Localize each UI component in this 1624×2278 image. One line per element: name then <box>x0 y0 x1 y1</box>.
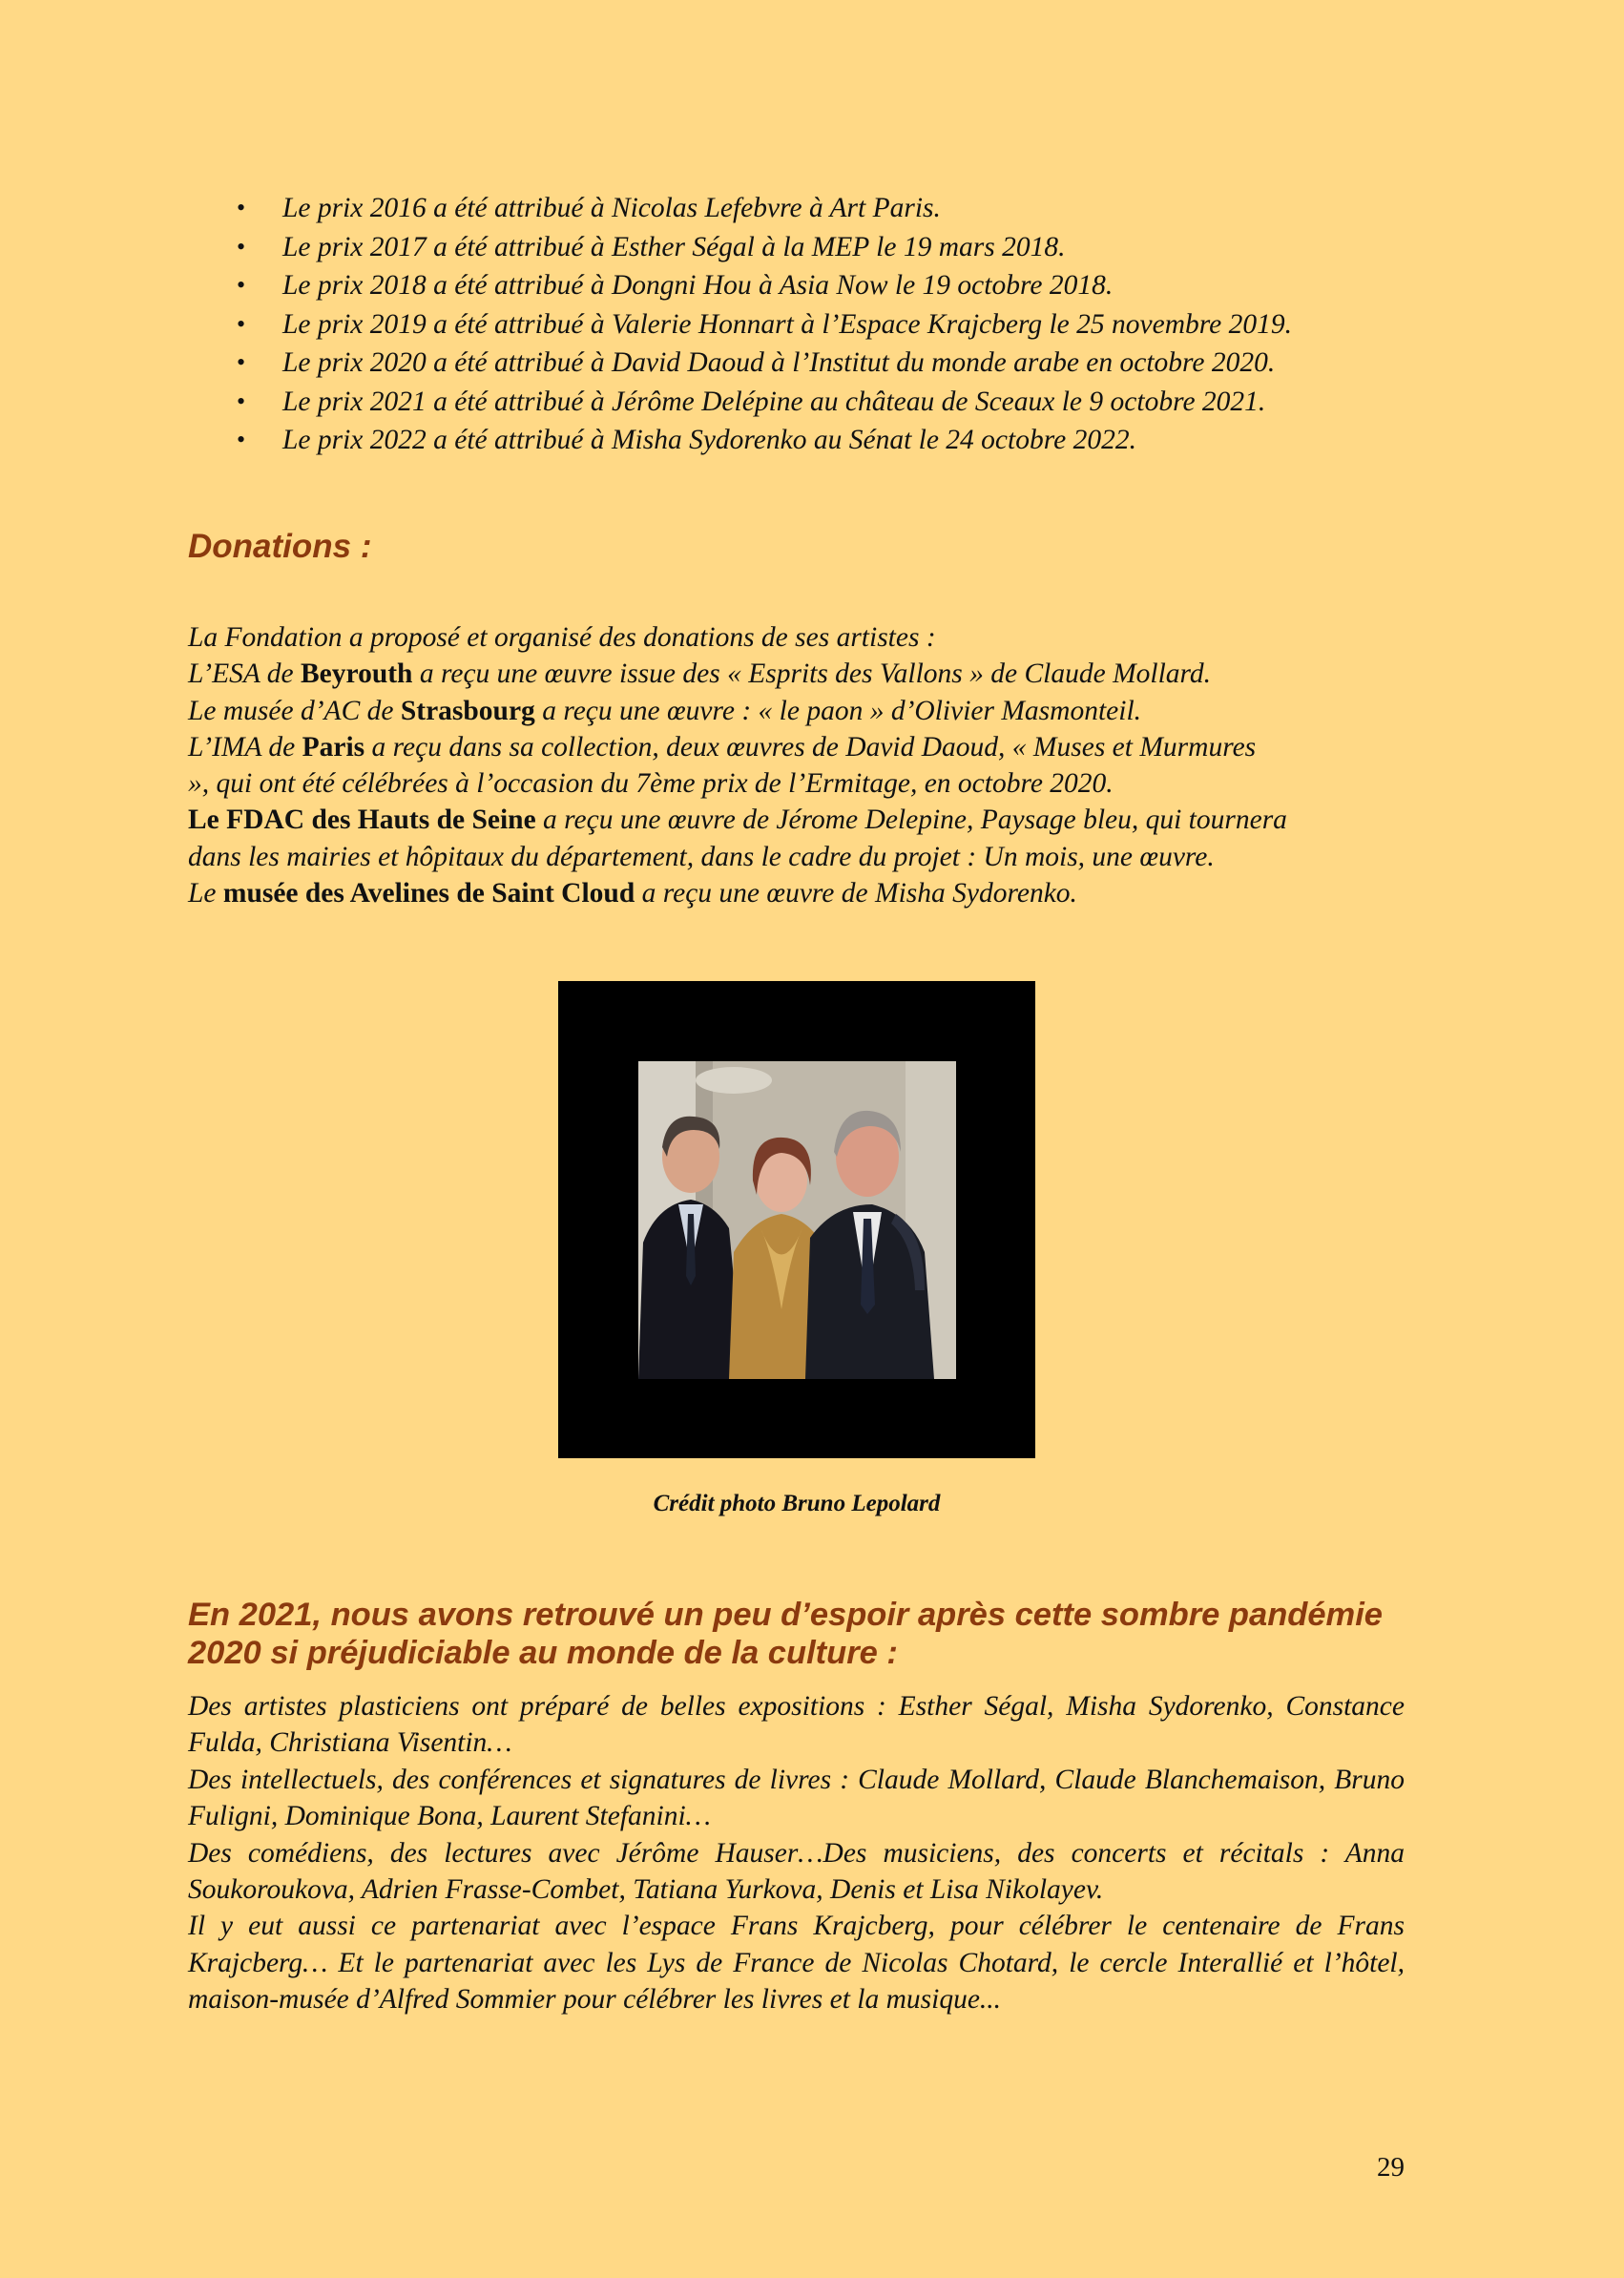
paragraph: Il y eut aussi ce partenariat avec l’espace Frans Krajcberg, pour célébrer le centenaire de Frans Krajcberg… Et le partenariat avec les Lys de France de Nicolas Chotard, le cercle Interallié et l’hôtel, maison-musée d’Alfred Sommier pour célébrer les livres et la musique... <box>188 1911 1405 2016</box>
list-item: • Le prix 2018 a été attribué à Dongni Hou à Asia Now le 19 octobre 2018. <box>229 266 1469 305</box>
donation-line: Le FDAC des Hauts de Seine a reçu une œuvre de Jérome Delepine, Paysage bleu, qui tournera <box>188 805 1287 836</box>
list-item: • Le prix 2021 a été attribué à Jérôme Delépine au château de Sceaux le 9 octobre 2021. <box>229 383 1469 422</box>
list-item: • Le prix 2019 a été attribué à Valerie Honnart à l’Espace Krajcberg le 25 novembre 2019. <box>229 305 1469 345</box>
donation-line: L’ESA de Beyrouth a reçu une œuvre issue des « Esprits des Vallons » de Claude Mollard. <box>188 658 1212 690</box>
list-item: • Le prix 2016 a été attribué à Nicolas Lefebvre à Art Paris. <box>229 189 1469 228</box>
donation-line: dans les mairies et hôpitaux du département, dans le cadre du projet : Un mois, une œuvre. <box>188 841 1215 872</box>
paragraph: Des intellectuels, des conférences et signatures de livres : Claude Mollard, Claude Blanchemaison, Bruno Fuligni, Dominique Bona, Laurent Stefanini… <box>188 1764 1405 1832</box>
list-item: • Le prix 2022 a été attribué à Misha Sydorenko au Sénat le 24 octobre 2022. <box>229 421 1469 460</box>
donation-line: Le musée des Avelines de Saint Cloud a reçu une œuvre de Misha Sydorenko. <box>188 878 1077 909</box>
paragraph: Des comédiens, des lectures avec Jérôme Hauser…Des musiciens, des concerts et récitals : Anna Soukoroukova, Adrien Frasse-Combet, Tatiana Yurkova, Denis et Lisa Nikolayev. <box>188 1837 1405 1906</box>
bullet-icon: • <box>237 426 246 453</box>
hope-heading: En 2021, nous avons retrouvé un peu d’espoir après cette sombre pandémie 2020 si préjudiciable au monde de la culture : <box>188 1597 1383 1671</box>
donations-intro: La Fondation a proposé et organisé des donations de ses artistes : <box>188 622 936 653</box>
group-photo <box>638 1061 956 1379</box>
bullet-icon: • <box>237 387 246 415</box>
donations-heading: Donations : <box>188 528 372 565</box>
photo-caption: Crédit photo Bruno Lepolard <box>653 1491 941 1516</box>
list-item: • Le prix 2020 a été attribué à David Daoud à l’Institut du monde arabe en octobre 2020. <box>229 344 1469 383</box>
group-photo-illustration <box>638 1061 956 1379</box>
donations-text <box>188 619 1405 911</box>
bullet-icon: • <box>237 309 246 338</box>
bullet-icon: • <box>237 271 246 299</box>
donation-line: », qui ont été célébrées à l’occasion du 7ème prix de l’Ermitage, en octobre 2020. <box>188 768 1114 800</box>
page-number: 29 <box>1377 2152 1405 2183</box>
list-item: • Le prix 2017 a été attribué à Esther Ségal à la MEP le 19 mars 2018. <box>229 228 1469 267</box>
hope-text <box>188 1688 1405 2018</box>
prize-list <box>229 189 1469 460</box>
paragraph: Des artistes plasticiens ont préparé de belles expositions : Esther Ségal, Misha Sydorenko, Constance Fulda, Christiana Visentin… <box>188 1691 1405 1759</box>
photo-frame <box>558 981 1035 1458</box>
bullet-icon: • <box>237 232 246 261</box>
donation-line: L’IMA de Paris a reçu dans sa collection, deux œuvres de David Daoud, « Muses et Murmures <box>188 731 1257 763</box>
bullet-icon: • <box>237 348 246 376</box>
bullet-icon: • <box>237 194 246 221</box>
donation-line: Le musée d’AC de Strasbourg a reçu une œuvre : « le paon » d’Olivier Masmonteil. <box>188 695 1142 726</box>
